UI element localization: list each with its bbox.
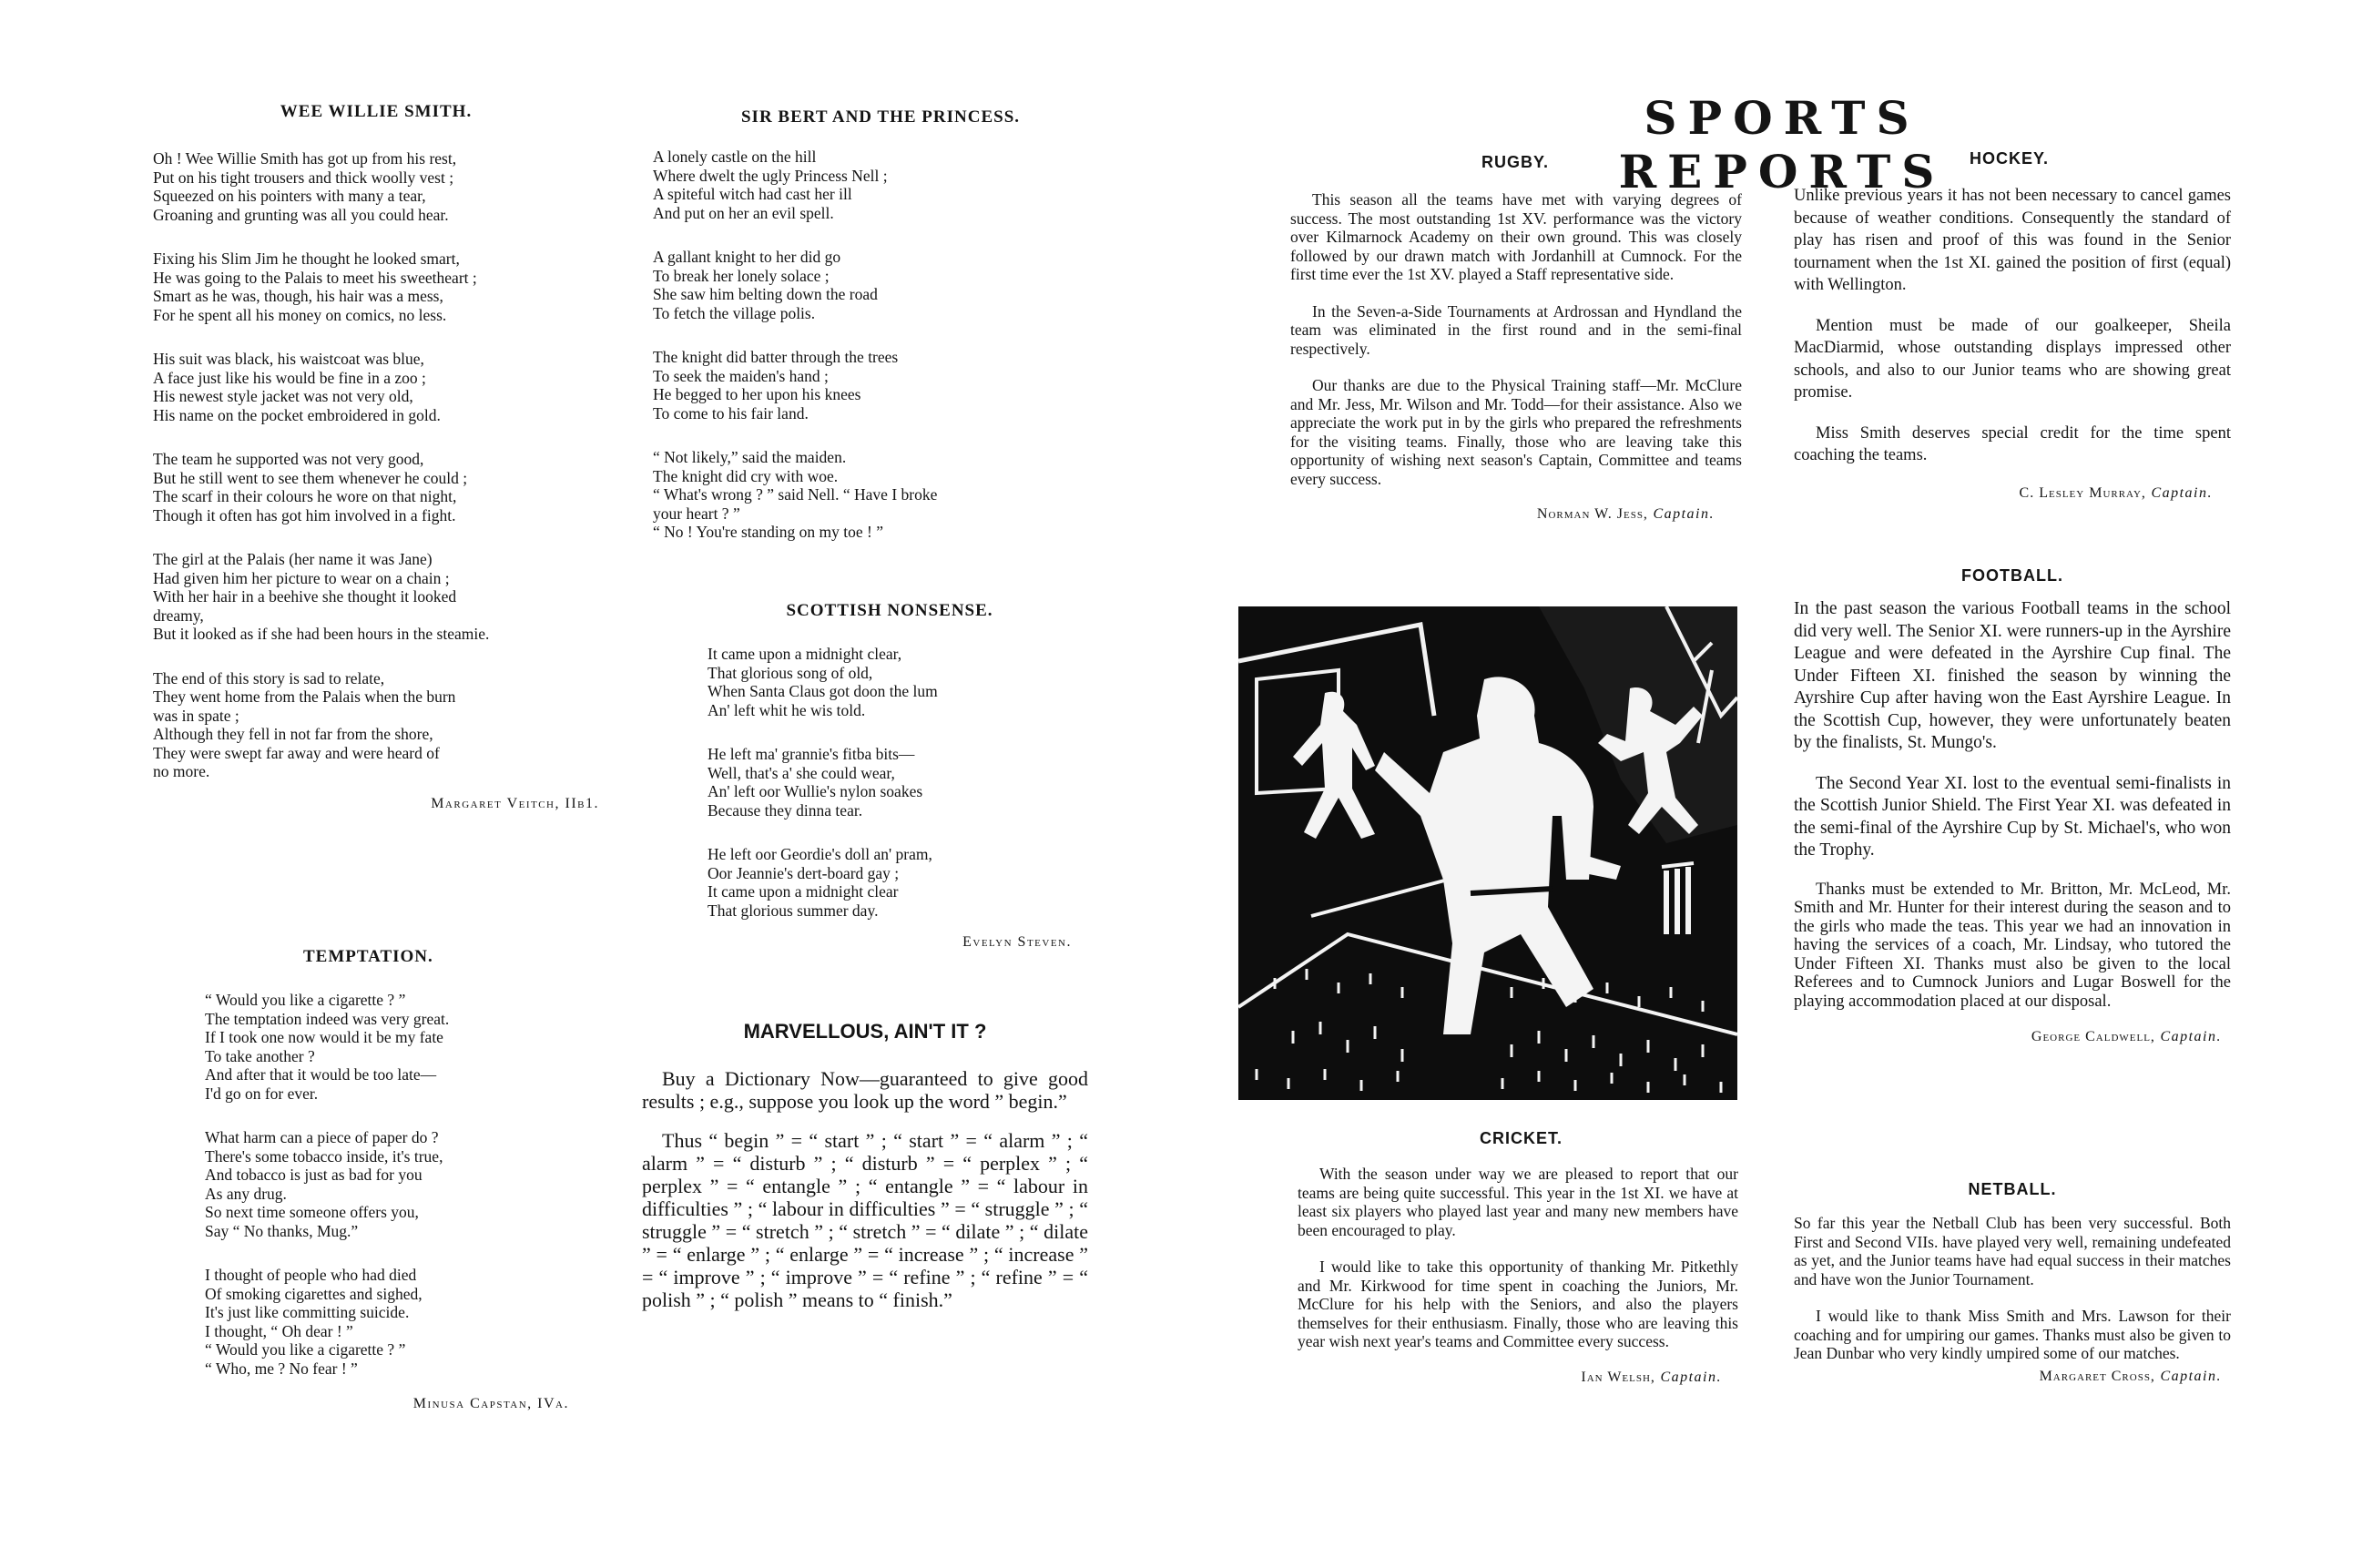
stanza: He left oor Geordie's doll an' pram, Oor Jeannie's dert-board gay ; It came upon a midnight clear That glorious summer day. (708, 845, 932, 920)
stanza: “ Not likely,” said the maiden. The knight did cry with woe. “ What's wrong ? ” said Nell. “ Have I broke your heart ? ” “ No ! You're standing on my toe ! ” (653, 448, 938, 541)
poem-temptation (205, 947, 569, 1412)
paragraph: So far this year the Netball Club has been very successful. Both First and Second VIIs. have played very well, remaining undefeated as yet, and the Junior teams have had equal success in their matches and have won the Junior Tournament. (1794, 1214, 2231, 1288)
stanza: He left ma' grannie's fitba bits— Well, that's a' she could wear, An' left oor Wullie's nylon soakes Because they dinna tear. (708, 745, 923, 820)
byline-name: Ian Welsh, (1581, 1369, 1655, 1385)
paragraph: Thanks must be extended to Mr. Britton, Mr. McLeod, Mr. Smith and Mr. Hunter for their interest during the season and to the girls who made the teas. This year we had an innovation in having the services of a coach, Mr. Lindsay, who tutored the Under Fifteen XI. Thanks must also be given to the local Referees and to Cumnock Juniors and Lugar Boswell for the playing accommodation placed at our disposal. (1794, 880, 2231, 1011)
byline (1794, 1369, 2231, 1385)
poem-sir-bert (653, 107, 1108, 542)
paragraph: I would like to take this opportunity of thanking Mr. Pitkethly and Mr. Kirkwood for time spent in coaching the Juniors, Mr. McClure for his help with the Seniors, and also the players themselves for their enthusiasm. Finally, those who are leaving this year wish next year's teams and Committee every success. (1298, 1257, 1738, 1350)
poem-title: SCOTTISH NONSENSE. (786, 601, 993, 620)
byline-name: George Caldwell, (2031, 1029, 2155, 1044)
paragraph: Unlike previous years it has not been necessary to cancel games because of weather conditions. Consequently the standard of play has risen and proof of this was found in the Senior tournament when the 1st XI. gained the position of first (equal) with Wellington. (1794, 187, 2231, 294)
byline-name: C. Lesley Murray, (2019, 484, 2146, 501)
paragraph: This season all the teams have met with varying degrees of success. The most outstanding 1st XV. performance was the victory over Kilmarnock Academy on their own ground. This was closely followed by our drawn match with Jordanhill at Cumnock. For the first time ever the 1st XV. played a Staff representative side. (1290, 190, 1742, 283)
stanza: A gallant knight to her did go To break her lonely solace ; She saw him belting down the road To fetch the village polis. (653, 248, 878, 322)
report-title: CRICKET. (1480, 1129, 1563, 1147)
byline-name: Norman W. Jess, (1536, 506, 1648, 522)
paragraph: With the season under way we are pleased to report that our teams are being quite successful. This year in the 1st XI. we have at least six players who played last year and many new members have been encouraged to play. (1298, 1165, 1738, 1239)
poem-title: WEE WILLIE SMITH. (280, 102, 473, 121)
byline-role: Captain. (2151, 484, 2213, 501)
report-title: RUGBY. (1481, 153, 1550, 171)
stanza: The knight did batter through the trees To seek the maiden's hand ; He begged to her upon his knees To come to his fair land. (653, 348, 899, 423)
stanza: His suit was black, his waistcoat was blue, A face just like his would be fine in a zoo ; His newest style jacket was not very old, His name on the pocket embroidered in gold. (153, 350, 441, 424)
sports-reports-banner: SPORTS REPORTS (1618, 91, 1946, 199)
report-title: FOOTBALL. (1961, 566, 2063, 585)
byline (1298, 1369, 1738, 1386)
byline (1794, 485, 2231, 502)
stanza: It came upon a midnight clear, That glorious song of old, When Santa Claus got doon the lum An' left whit he wis told. (708, 645, 938, 719)
byline-role: Captain. (1660, 1369, 1722, 1385)
stanza: “ Would you like a cigarette ? ” The temptation indeed was very great. If I took one now would it be my fate To take another ? And after that it would be too late— I'd go on for ever. (205, 991, 450, 1103)
report-football (1794, 566, 2231, 1045)
stanza: I thought of people who had died Of smoking cigarettes and sighed, It's just like committing suicide. I thought, “ Oh dear ! ” “ Would you like a cigarette ? ” “ Who, me ? No fear ! ” (205, 1266, 423, 1378)
byline (1290, 506, 1742, 523)
stanza: Fixing his Slim Jim he thought he looked smart, He was going to the Palais to meet his sweetheart ; Smart as he was, though, his hair was a mess, For he spent all his money on comics, no less. (153, 249, 477, 324)
cricket-woodcut-illustration (1238, 606, 1737, 1100)
stanza: The end of this story is sad to relate, They went home from the Palais when the burn was in spate ; Although they fell in not far from the shore, They were swept far away and were heard of no more. (153, 668, 456, 780)
stanza: The girl at the Palais (her name it was Jane) Had given him her picture to wear on a chain ; With her hair in a beehive she thought it looked dreamy, But it looked as if she had been hours in the steamie. (153, 550, 490, 643)
poem-title: SIR BERT AND THE PRINCESS. (740, 107, 1021, 127)
article-title: MARVELLOUS, AIN'T IT ? (743, 1020, 987, 1043)
byline: Margaret Veitch, IIb1. (431, 795, 599, 811)
report-netball (1794, 1180, 2231, 1385)
paragraph: In the past season the various Football teams in the school did very well. The Senior XI. were runners-up in the Ayrshire League and were defeated in the Ayrshire Cup final. The Under Fifteen XI. finished the season by winning the Ayrshire Cup after having won the East Ayrshire League. In the Scottish Cup, however, they were unfortunately beaten by the finalists, St. Mungo's. (1794, 599, 2231, 752)
stanza: A lonely castle on the hill Where dwelt the ugly Princess Nell ; A spiteful witch had cast her ill And put on her an evil spell. (653, 148, 888, 222)
paragraph: Mention must be made of our goalkeeper, Sheila MacDiarmid, whose outstanding displays impressed other schools, and also to our Junior teams who are showing great promise. (1794, 316, 2231, 402)
byline-name: Margaret Cross, (2039, 1368, 2155, 1384)
paragraph: In the Seven-a-Side Tournaments at Ardrossan and Hyndland the team was eliminated in the first round and in the semi-final respectively. (1290, 301, 1742, 358)
byline: Evelyn Steven. (962, 934, 1072, 950)
report-hockey (1794, 149, 2231, 502)
byline-role: Captain. (1653, 506, 1715, 522)
byline-role: Captain. (2160, 1029, 2222, 1044)
stanza: What harm can a piece of paper do ? There's some tobacco inside, it's true, And tobacco is just as bad for you As any drug. So next time someone offers you, Say “ No thanks, Mug.” (205, 1128, 443, 1240)
stanza: Oh ! Wee Willie Smith has got up from his rest, Put on his tight trousers and thick woolly vest ; Squeezed on his pointers with many a tear, Groaning and grunting was all you could hear. (153, 149, 457, 224)
poem-scottish-nonsense (708, 601, 1072, 951)
byline-role: Captain. (2160, 1368, 2222, 1384)
paragraph: Thus “ begin ” = “ start ” ; “ start ” = “ alarm ” ; “ alarm ” = “ disturb ” ; “ disturb ” = “ perplex ” ; “ perplex ” = “ entangle ” ; “ entangle ” = “ labour in difficulties ” ; “ labour in difficulties ” = “ struggle ” ; “ struggle ” = “ stretch ” ; “ stretch ” = “ dilate ” ; “ dilate ” = “ enlarge ” ; “ enlarge ” = “ increase ” ; “ increase ” = “ improve ” ; “ improve ” = “ refine ” ; “ refine ” = “ polish ” ; “ polish ” means to “ finish.” (642, 1129, 1088, 1311)
paragraph: Our thanks are due to the Physical Training staff—Mr. McClure and Mr. Jess, Mr. Wilson and Mr. Todd—for their assistance. Also we appreciate the work put in by the girls who prepared the refreshments for the visiting teams. Finally, those who are leaving take this opportunity of wishing next season's Captain, Committee and teams every success. (1290, 376, 1742, 488)
paragraph: Buy a Dictionary Now—guaranteed to give good results ; e.g., suppose you look up the word ” begin.” (642, 1067, 1088, 1113)
paragraph: The Second Year XI. lost to the eventual semi-finalists in the Scottish Junior Shield. The First Year XI. was defeated in the semi-final of the Ayrshire Cup by St. Michael's, who won the Trophy. (1794, 773, 2231, 860)
report-rugby (1290, 153, 1742, 523)
poem-title: TEMPTATION. (303, 947, 433, 966)
poem-wee-willie-smith (153, 102, 599, 812)
report-cricket (1298, 1129, 1738, 1386)
report-title: HOCKEY. (1970, 149, 2050, 168)
paragraph: I would like to thank Miss Smith and Mrs. Lawson for their coaching and for umpiring our games. Thanks must also be given to Jean Dunbar who very kindly umpired some of our matches. (1794, 1307, 2231, 1362)
report-title: NETBALL. (1968, 1180, 2057, 1198)
byline (1794, 1029, 2231, 1045)
paragraph: Miss Smith deserves special credit for the time spent coaching the teams. (1794, 423, 2231, 464)
byline: Minusa Capstan, IVa. (412, 1396, 569, 1411)
stanza: The team he supported was not very good, But he still went to see them whenever he could ; The scarf in their colours he wore on that night, Though it often has got him involved in a fight. (153, 450, 468, 524)
article-marvellous (642, 1020, 1088, 1328)
right-page (1181, 0, 2362, 1568)
